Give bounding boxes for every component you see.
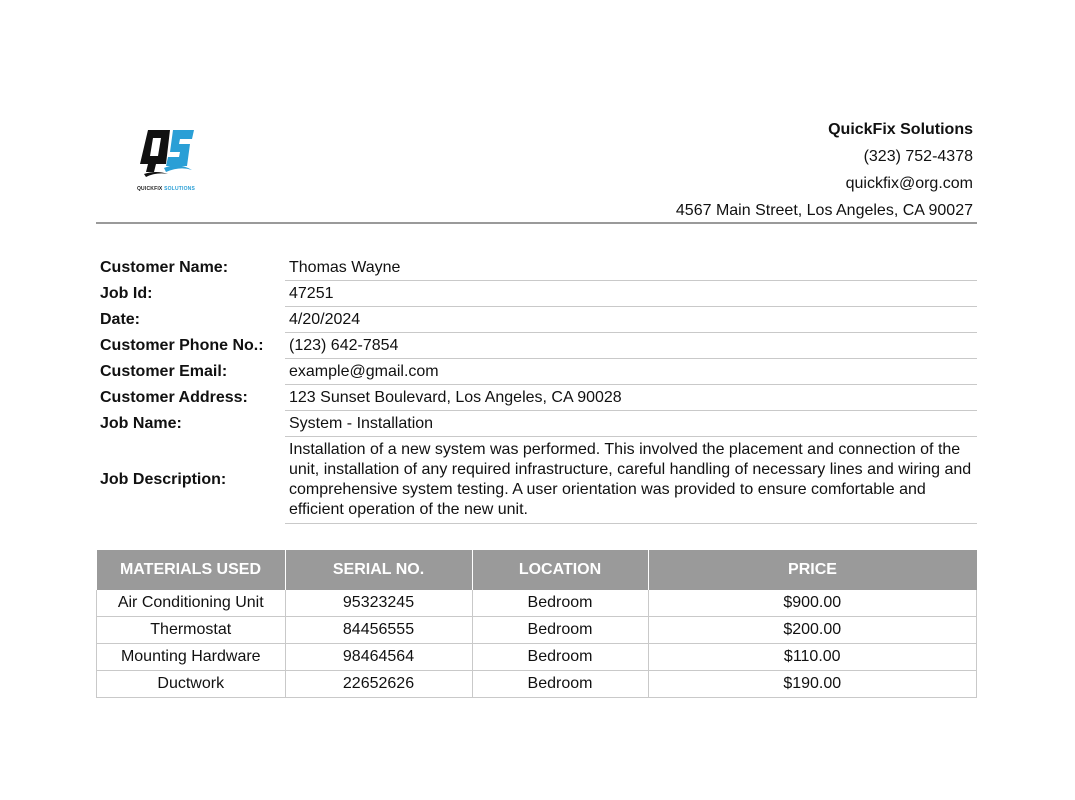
cell-price: $200.00 [648, 617, 977, 644]
info-value: 47251 [285, 281, 977, 307]
cell-location: Bedroom [472, 644, 648, 671]
info-label: Customer Email: [100, 362, 228, 380]
info-label: Date: [100, 310, 141, 328]
quickfix-logo-icon [126, 122, 206, 184]
info-row-customer-name [96, 255, 977, 281]
info-label: Customer Address: [100, 388, 248, 406]
cell-material: Thermostat [97, 617, 286, 644]
info-label: Job Description: [100, 471, 227, 488]
cell-serial: 84456555 [285, 617, 472, 644]
company-phone: (323) 752-4378 [863, 148, 973, 165]
table-row [97, 590, 977, 617]
column-header-materials: MATERIALS USED [97, 550, 286, 590]
info-value: Installation of a new system was performed. This involved the placement and connection of the unit, installation of any required infrastructure, careful handling of necessary lines and wiring and comprehensive system testing. A user orientation was provided to ensure comfortable and efficient operation of the new unit. [285, 437, 977, 524]
cell-location: Bedroom [472, 590, 648, 617]
cell-material: Air Conditioning Unit [97, 590, 286, 617]
company-info [676, 116, 973, 224]
cell-serial: 22652626 [285, 671, 472, 698]
info-row-job-name [96, 411, 977, 437]
job-report-document [96, 112, 977, 698]
cell-price: $110.00 [648, 644, 977, 671]
info-value: Thomas Wayne [285, 255, 977, 281]
table-row [97, 644, 977, 671]
cell-material: Ductwork [97, 671, 286, 698]
info-label: Customer Phone No.: [100, 336, 264, 354]
table-row [97, 671, 977, 698]
cell-location: Bedroom [472, 671, 648, 698]
info-label: Job Id: [100, 284, 153, 302]
materials-header-row [97, 550, 977, 590]
company-address: 4567 Main Street, Los Angeles, CA 90027 [675, 202, 973, 219]
info-label: Job Name: [100, 414, 182, 432]
info-row-date [96, 307, 977, 333]
info-value: 123 Sunset Boulevard, Los Angeles, CA 90028 [285, 385, 977, 411]
company-logo [126, 122, 206, 192]
report-header [96, 112, 977, 224]
cell-material: Mounting Hardware [97, 644, 286, 671]
info-label: Customer Name: [100, 258, 229, 276]
info-value: 4/20/2024 [285, 307, 977, 333]
cell-serial: 95323245 [285, 590, 472, 617]
table-row [97, 617, 977, 644]
logo-caption [126, 186, 206, 192]
company-email: quickfix@org.com [845, 175, 973, 192]
column-header-serial: SERIAL NO. [285, 550, 472, 590]
info-row-customer-phone [96, 333, 977, 359]
info-row-customer-address [96, 385, 977, 411]
info-value: (123) 642-7854 [285, 333, 977, 359]
cell-serial: 98464564 [285, 644, 472, 671]
job-info-table [96, 255, 977, 524]
company-name: QuickFix Solutions [828, 121, 973, 138]
column-header-price: PRICE [648, 550, 977, 590]
cell-location: Bedroom [472, 617, 648, 644]
info-row-job-description [96, 437, 977, 524]
info-row-job-id [96, 281, 977, 307]
materials-table [96, 550, 977, 698]
logo-caption-accent: SOLUTIONS [164, 186, 196, 192]
cell-price: $190.00 [648, 671, 977, 698]
info-value: System - Installation [285, 411, 977, 437]
info-row-customer-email [96, 359, 977, 385]
logo-caption-dark: QUICKFIX [136, 186, 163, 192]
info-value: example@gmail.com [285, 359, 977, 385]
cell-price: $900.00 [648, 590, 977, 617]
column-header-location: LOCATION [472, 550, 648, 590]
